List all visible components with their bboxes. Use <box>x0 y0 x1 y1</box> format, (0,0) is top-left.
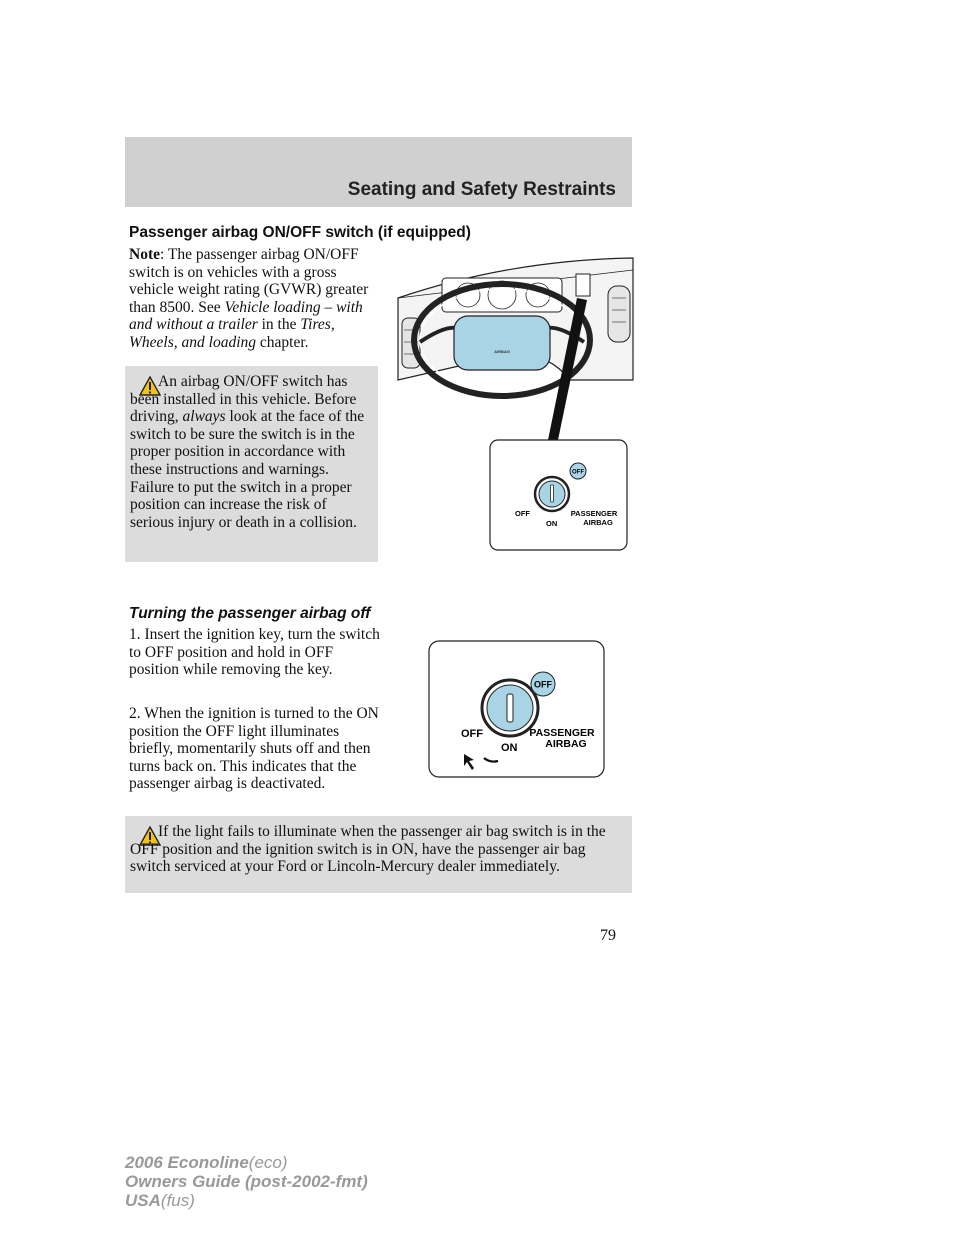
note-reference-tires-chapter: Tires, Wheels, and loading <box>129 316 335 351</box>
footer-line-model: 2006 Econoline(eco) <box>125 1153 288 1172</box>
warning-box <box>125 816 632 893</box>
subsection-heading: Turning the passenger airbag off <box>129 605 371 622</box>
switch-off-position-label: OFF <box>515 509 530 518</box>
off-indicator-light-label: OFF <box>572 469 584 476</box>
chapter-title: Seating and Safety Restraints <box>347 179 616 200</box>
off-indicator-light-label: OFF <box>534 679 552 690</box>
step-2-paragraph: 2. When the ignition is turned to the ON position the OFF light illuminates briefly, momentarily shuts off and then turns back on. This indicates that the passenger airbag is deactivated. <box>129 705 379 793</box>
airbag-label: AIRBAG <box>583 518 613 527</box>
warning-text: If the light fails to illuminate when the passenger air bag switch is in the OFF position and the ignition switch is in ON, have the passenger air bag switch serviced at your Ford or Lincoln-Mercury dealer immediately. <box>130 823 606 876</box>
hub-airbag-label: AIRBAG <box>494 349 510 354</box>
footer-line-guide: Owners Guide (post-2002-fmt) <box>125 1172 368 1191</box>
step-1-paragraph: 1. Insert the ignition key, turn the switch to OFF position and hold in OFF position while removing the key. <box>129 626 380 679</box>
airbag-label: AIRBAG <box>545 738 587 750</box>
page-number: 79 <box>600 927 616 944</box>
note-text: chapter. <box>256 333 309 351</box>
switch-on-position-label: ON <box>546 519 558 528</box>
passenger-label: PASSENGER <box>570 509 618 518</box>
header-band <box>125 137 632 207</box>
airbag-switch-closeup-illustration <box>428 640 608 780</box>
switch-on-position-label: ON <box>501 742 518 754</box>
passenger-label: PASSENGER <box>529 727 595 739</box>
dashboard-airbag-switch-illustration <box>390 250 635 555</box>
switch-off-position-label: OFF <box>461 728 483 740</box>
footer-line-market: USA(fus) <box>125 1191 195 1210</box>
warning-emphasis: always <box>182 408 226 426</box>
note-reference-vehicle-loading: Vehicle loading – with and without a trailer <box>129 298 363 334</box>
warning-box <box>125 366 378 562</box>
note-text: : The passenger airbag ON/OFF switch is on vehicles with a gross vehicle weight rating (GVWR) greater than 8500. See <box>129 246 369 316</box>
note-label: Note <box>129 246 160 263</box>
note-text: in the <box>257 316 301 334</box>
note-paragraph <box>129 246 379 352</box>
warning-text: An airbag ON/OFF switch has been installed in this vehicle. Before driving, always look at the face of the switch to be sure the switch is in the proper position in accordance with these instructions and warnings. Failure to put the switch in a proper position can increase the risk of serious injury or death in a collision. <box>130 373 365 531</box>
section-heading: Passenger airbag ON/OFF switch (if equipped) <box>129 224 471 241</box>
